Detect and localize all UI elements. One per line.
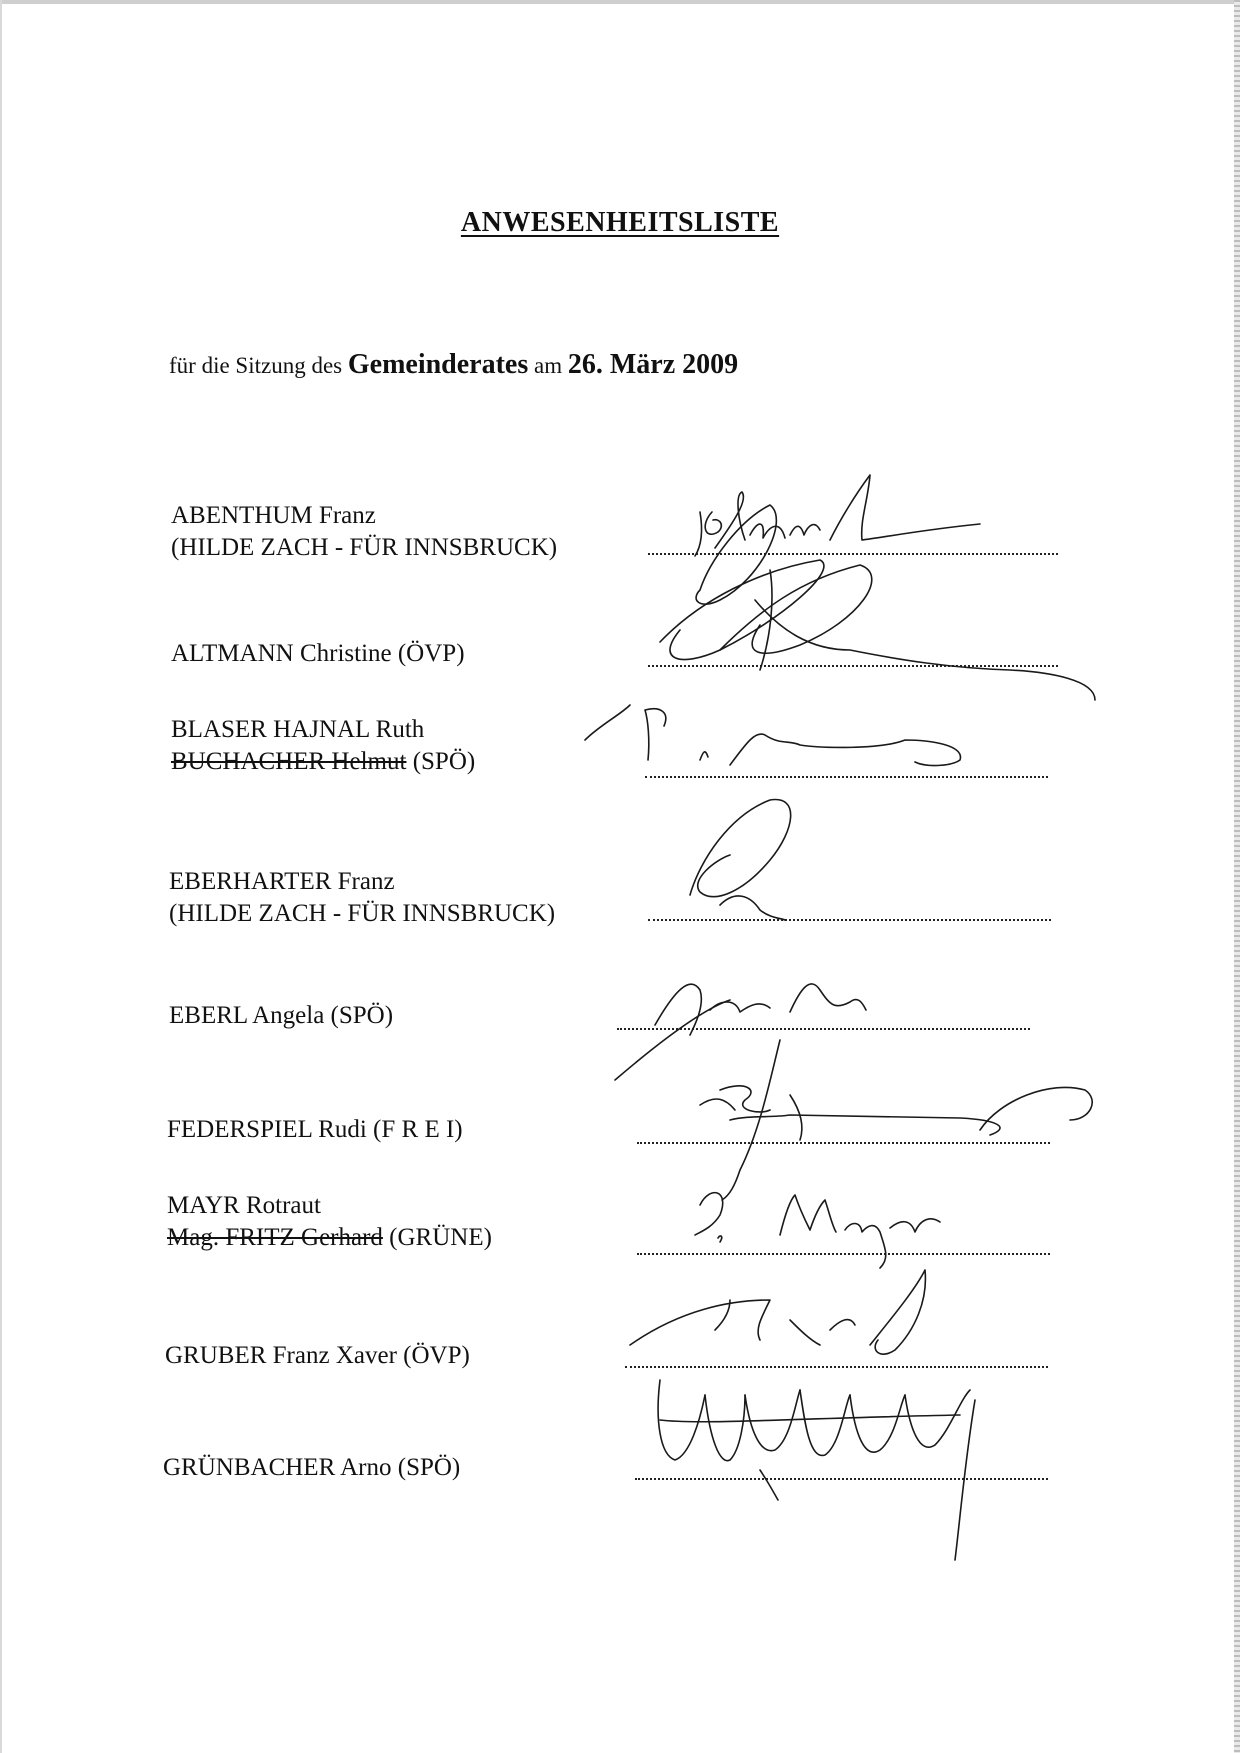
subtitle-prefix: für die Sitzung des (169, 353, 343, 378)
signature-blaser (585, 705, 960, 766)
entry-3-struck-name: BUCHACHER Helmut (171, 748, 407, 775)
signature-mayr (695, 1193, 940, 1268)
signature-altmann (660, 560, 1095, 700)
signature-eberl (615, 984, 866, 1080)
signature-federspiel (700, 1040, 1092, 1200)
signature-eberharter (690, 800, 791, 920)
subtitle-body: Gemeinderates (347, 349, 529, 380)
entry-4-name: EBERHARTER Franz (HILDE ZACH - FÜR INNSBRUCK) (169, 868, 556, 927)
entry-7-struck-name: Mag. FRITZ Gerhard (167, 1224, 383, 1251)
entry-1-name: ABENTHUM Franz (HILDE ZACH - FÜR INNSBRUCK) (171, 502, 558, 561)
signature-gruenbacher (658, 1380, 975, 1560)
entry-8-name: GRUBER Franz Xaver (ÖVP) (165, 1342, 470, 1369)
signature-abenthum (695, 475, 980, 604)
entry-7-name: MAYR Rotraut Mag. FRITZ Gerhard (GRÜNE) (167, 1192, 492, 1251)
entry-9-name: GRÜNBACHER Arno (SPÖ) (163, 1454, 461, 1481)
signature-gruber (630, 1270, 925, 1354)
entry-2-name: ALTMANN Christine (ÖVP) (171, 640, 465, 667)
document-title: ANWESENHEITSLISTE (460, 207, 780, 238)
entry-6-name: FEDERSPIEL Rudi (F R E I) (167, 1116, 463, 1143)
entry-3-name: BLASER HAJNAL Ruth BUCHACHER Helmut (SPÖ) (171, 716, 476, 775)
entry-5-name: EBERL Angela (SPÖ) (169, 1002, 394, 1029)
subtitle-connector: am (534, 353, 563, 378)
subtitle-date: 26. März 2009 (567, 349, 739, 380)
